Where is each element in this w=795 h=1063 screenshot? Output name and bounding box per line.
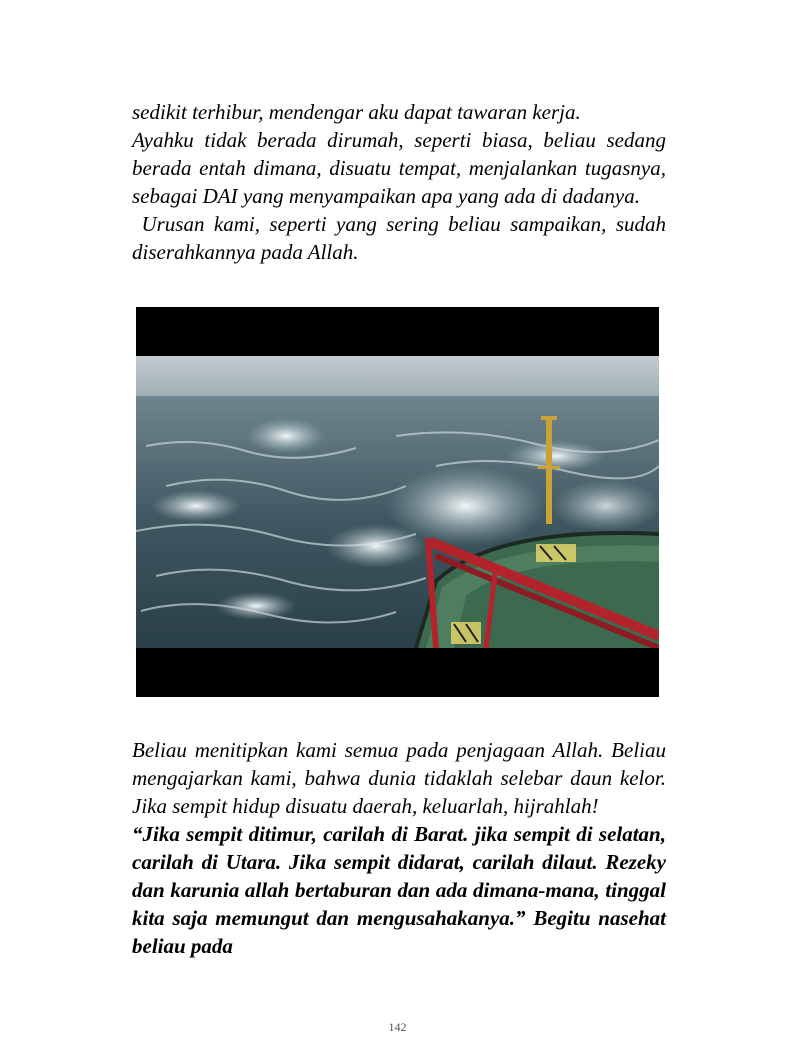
paragraph-3: Urusan kami, seperti yang sering beliau sampaikan, sudah diserahkannya pada Allah.: [132, 212, 666, 264]
paragraph-4: Beliau menitipkan kami semua pada penjagaan Allah. Beliau mengajarkan kami, bahwa dunia tidaklah selebar daun kelor. Jika sempit hidup disuatu daerah, keluarlah, hijrahlah!: [132, 738, 666, 818]
quote-paragraph: “Jika sempit ditimur, carilah di Barat. jika sempit di selatan, carilah di Utara. Jika sempit didarat, carilah dilaut. Rezeky dan karunia allah bertaburan dan ada dimana-mana, tinggal kita saja memungut dan mengusahakanya.” Begitu nasehat beliau pada: [132, 822, 666, 958]
top-text-block: [132, 98, 666, 266]
paragraph-1: sedikit terhibur, mendengar aku dapat tawaran kerja.: [132, 100, 581, 124]
paragraph-2: Ayahku tidak berada dirumah, seperti biasa, beliau sedang berada entah dimana, disuatu tempat, menjalankan tugasnya, sebagai DAI yang menyampaikan apa yang ada di dadanya.: [132, 128, 666, 208]
bottom-text-block: [132, 736, 666, 960]
page-number: 142: [388, 1020, 407, 1034]
stormy-sea-ship-photo: [136, 307, 659, 697]
ship-in-storm-illustration: [136, 356, 659, 648]
